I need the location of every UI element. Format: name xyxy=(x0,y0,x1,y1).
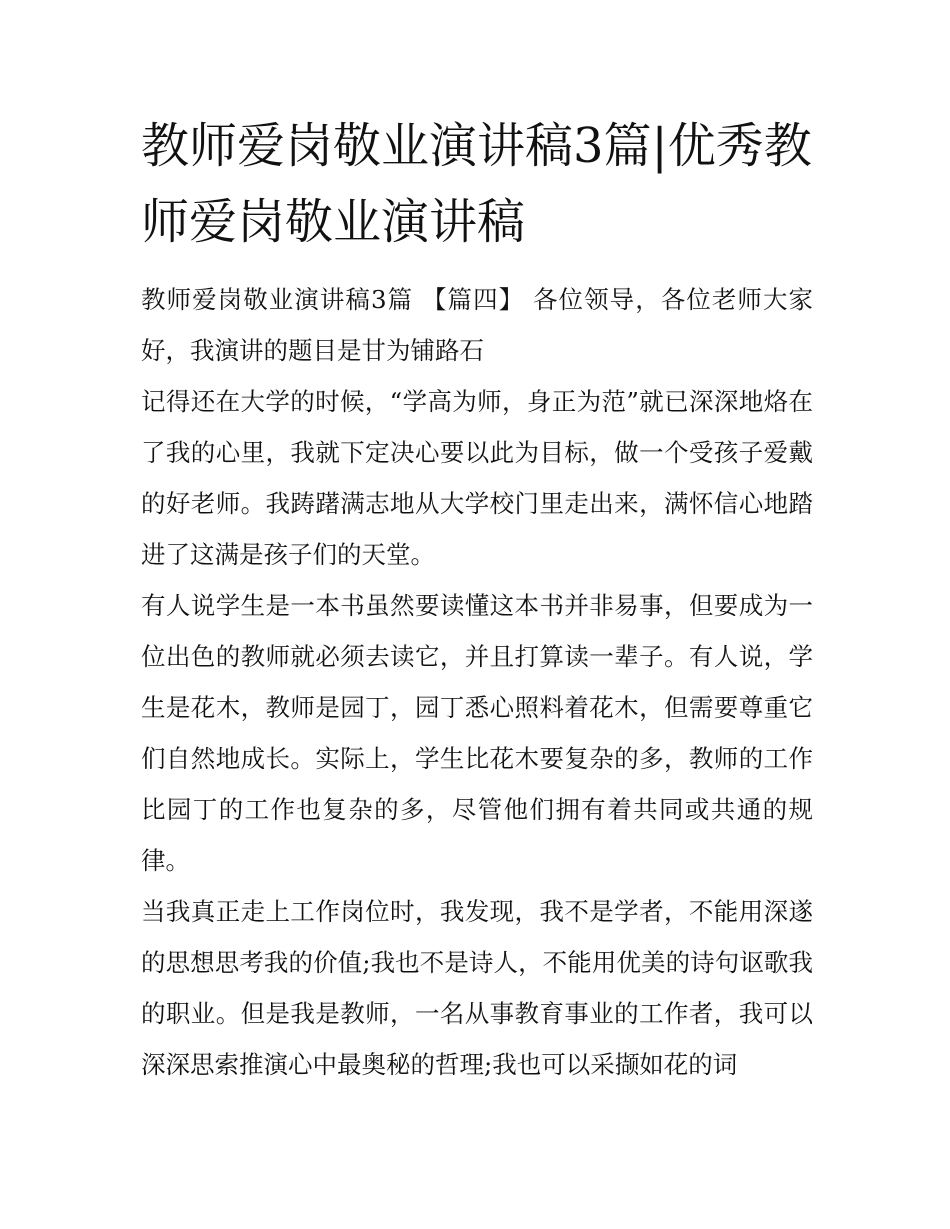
document-title: 教师爱岗敬业演讲稿3篇|优秀教师爱岗敬业演讲稿 xyxy=(141,118,812,250)
paragraph-students-book: 有人说学生是一本书虽然要读懂这本书并非易事，但要成为一位出色的教师就必须去读它，并且打算读一辈子。有人说，学生是花木，教师是园丁，园丁悉心照料着花木，但需要尊重它们自然地成长。实际上，学生比花木要复杂的多，教师的工作比园丁的工作也复杂的多，尽管他们拥有着共同或共通的规律。 xyxy=(141,591,813,875)
paragraph-intro: 教师爱岗敬业演讲稿3篇 【篇四】 各位领导，各位老师大家好，我演讲的题目是甘为铺路石 xyxy=(141,285,813,365)
paragraph-college-memory: 记得还在大学的时候，“学高为师，身正为范”就已深深地烙在了我的心里，我就下定决心要以此为目标，做一个受孩子爱戴的好老师。我踌躇满志地从大学校门里走出来，满怀信心地踏进了这满是孩子们的天堂。 xyxy=(141,387,813,569)
document-body xyxy=(141,108,813,1090)
paragraph-teacher-role: 当我真正走上工作岗位时，我发现，我不是学者，不能用深遂的思想思考我的价值;我也不是诗人，不能用优美的诗句讴歌我的职业。但是我是教师，一名从事教育事业的工作者，我可以深深思索推演心中最奥秘的哲理;我也可以采撷如花的词 xyxy=(141,897,813,1079)
